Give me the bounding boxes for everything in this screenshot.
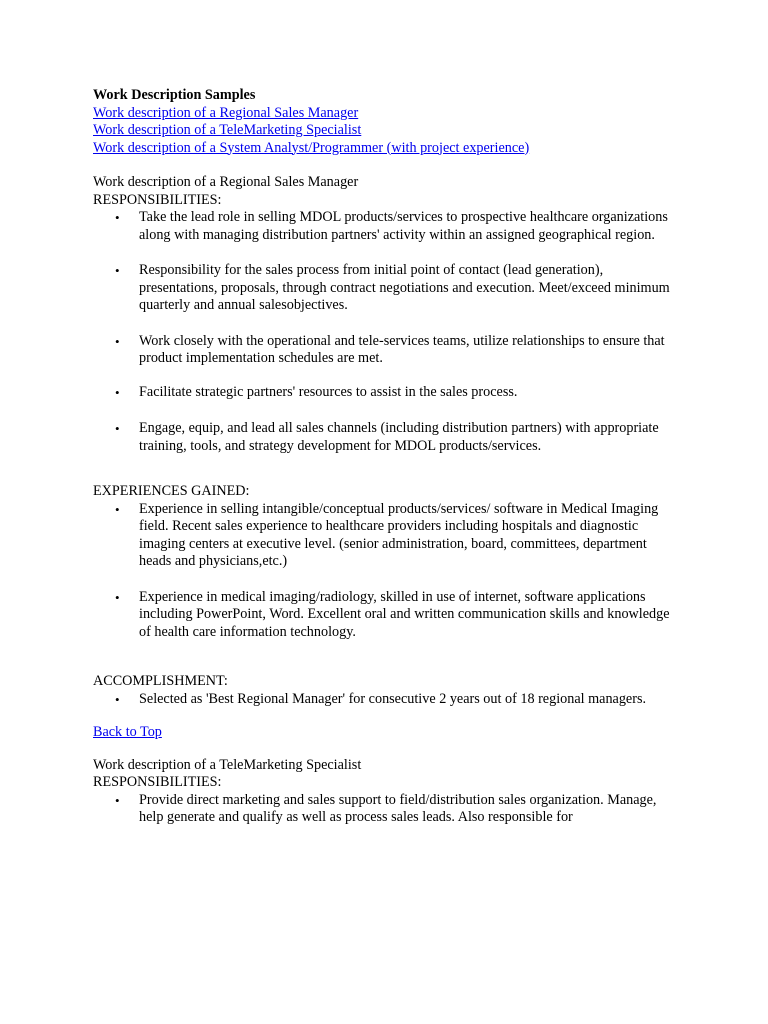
bullet-icon: • bbox=[115, 589, 120, 605]
list-item-text: Take the lead role in selling MDOL products/services to prospective healthcare organizations along with managing distribution partners' activity within an assigned geographical region. bbox=[139, 209, 668, 243]
back-to-top-link[interactable]: Back to Top bbox=[93, 724, 162, 740]
toc-link-system-analyst-programmer[interactable]: Work description of a System Analyst/Programmer (with project experience) bbox=[93, 139, 530, 156]
list-item bbox=[93, 384, 679, 402]
list-item bbox=[93, 691, 679, 709]
bullet-icon: • bbox=[115, 691, 120, 707]
section2-heading: Work description of a TeleMarketing Specialist bbox=[93, 756, 362, 773]
list-item bbox=[93, 420, 679, 455]
list-item-text: Experience in medical imaging/radiology, skilled in use of internet, software applications including PowerPoint, Word. Excellent oral and written communication skills and knowledge of health care information technology. bbox=[139, 588, 670, 640]
toc-link-regional-sales-manager[interactable]: Work description of a Regional Sales Manager bbox=[93, 104, 359, 121]
bullet-icon: • bbox=[115, 421, 120, 436]
list-item-text: Engage, equip, and lead all sales channels (including distribution partners) with appropriate training, tools, and strategy development for MDOL products/services. bbox=[139, 420, 659, 454]
section1-responsibilities-list bbox=[93, 209, 693, 455]
list-item bbox=[93, 209, 679, 244]
list-item bbox=[93, 589, 679, 642]
section1-heading: Work description of a Regional Sales Manager bbox=[93, 174, 359, 190]
toc-link-telemarketing-specialist[interactable]: Work description of a TeleMarketing Specialist bbox=[93, 122, 362, 138]
list-item bbox=[93, 501, 679, 571]
bullet-icon: • bbox=[115, 333, 120, 349]
list-item bbox=[93, 262, 679, 315]
list-item-text: Experience in selling intangible/conceptual products/services/ software in Medical Imaging field. Recent sales experience to healthcare providers including hospitals and diagnostic imaging centers at executive level. (senior administration, board, committees, department heads and physicians,etc.) bbox=[139, 500, 659, 569]
bullet-icon: • bbox=[115, 501, 120, 517]
list-item-text: Work closely with the operational and tele-services teams, utilize relationships to ensure that product implementation schedules are met. bbox=[139, 332, 665, 366]
section1-responsibilities-label: RESPONSIBILITIES: bbox=[93, 191, 222, 208]
bullet-icon: • bbox=[115, 263, 120, 278]
document-page bbox=[93, 87, 693, 827]
section1-experiences-label: EXPERIENCES GAINED: bbox=[93, 483, 250, 499]
section1-accomplishment-label: ACCOMPLISHMENT: bbox=[93, 673, 228, 689]
section1-experiences-list bbox=[93, 501, 693, 642]
list-item bbox=[93, 792, 679, 827]
list-item-text: Selected as 'Best Regional Manager' for consecutive 2 years out of 18 regional managers. bbox=[139, 690, 647, 707]
document-title: Work Description Samples bbox=[93, 87, 256, 103]
list-item bbox=[93, 333, 679, 368]
bullet-icon: • bbox=[115, 792, 120, 808]
bullet-icon: • bbox=[115, 210, 120, 225]
bullet-icon: • bbox=[115, 384, 120, 400]
section2-responsibilities-list bbox=[93, 792, 693, 827]
section1-accomplishment-list bbox=[93, 691, 693, 709]
list-item-text: Provide direct marketing and sales support to field/distribution sales organization. Manage, help generate and qualify as well as process sales leads. Also responsible for bbox=[139, 791, 657, 825]
section2-responsibilities-label: RESPONSIBILITIES: bbox=[93, 774, 222, 790]
list-item-text: Responsibility for the sales process from initial point of contact (lead generation), presentations, proposals, through contract negotiations and execution. Meet/exceed minimum quarterly and annual salesobjectives. bbox=[139, 262, 670, 313]
list-item-text: Facilitate strategic partners' resources to assist in the sales process. bbox=[139, 383, 518, 400]
